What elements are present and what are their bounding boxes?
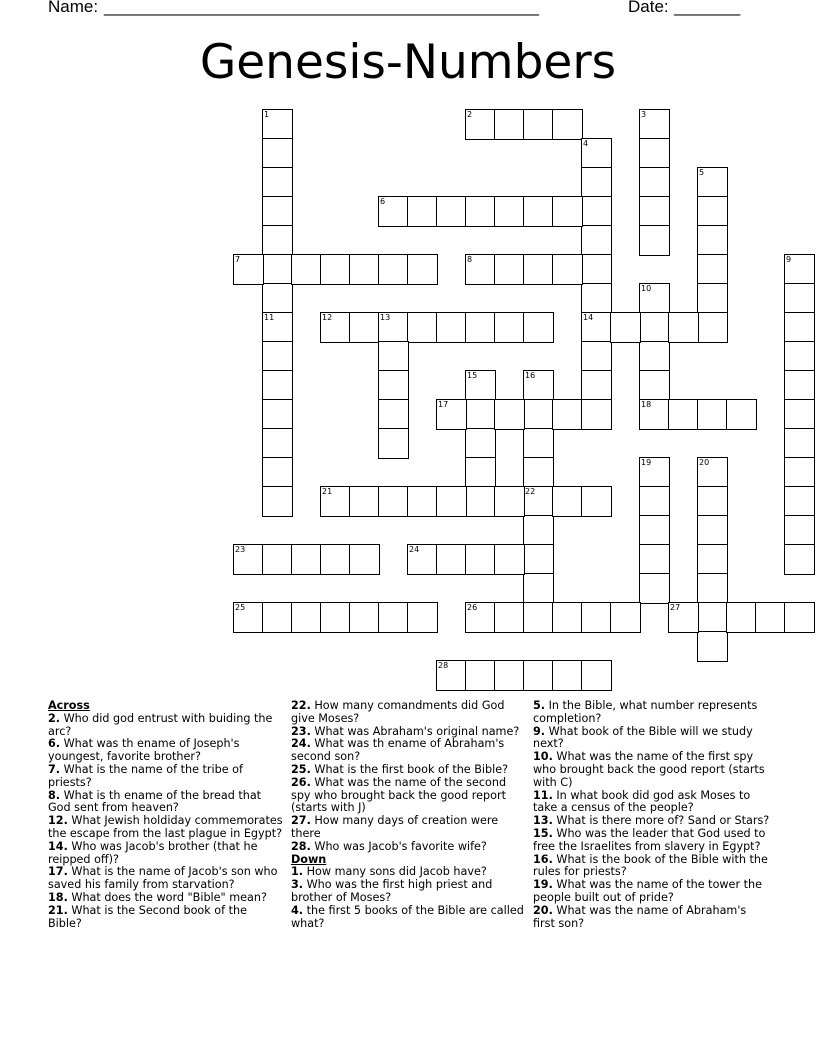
clue-number: 18: [641, 400, 652, 409]
date-label: Date:: [628, 0, 669, 16]
across-clue: 6. What was th ename of Joseph's youngest, favorite brother?: [48, 737, 240, 764]
grid-cell[interactable]: [610, 602, 641, 633]
clue-number: 11: [264, 313, 275, 322]
grid-cell[interactable]: [639, 573, 670, 604]
grid-cell[interactable]: [320, 544, 351, 575]
page-title: Genesis-Numbers: [199, 35, 617, 90]
grid-cell[interactable]: [436, 196, 467, 227]
grid-cell[interactable]: [784, 399, 815, 430]
clue-number: 13: [380, 313, 391, 322]
grid-cell[interactable]: [378, 399, 409, 430]
clue-number: 10: [641, 284, 652, 293]
grid-cell[interactable]: [233, 544, 264, 575]
grid-cell[interactable]: [523, 312, 554, 343]
grid-cell[interactable]: [407, 486, 438, 517]
grid-cell[interactable]: [465, 399, 496, 430]
grid-cell[interactable]: [378, 196, 409, 227]
grid-cell[interactable]: [581, 399, 612, 430]
grid-cell[interactable]: [291, 254, 322, 285]
grid-cell[interactable]: [639, 370, 670, 401]
grid-cell[interactable]: [378, 312, 409, 343]
grid-cell[interactable]: [262, 486, 293, 517]
across-clue: 14. Who was Jacob's brother (that he reipped off)?: [48, 839, 258, 866]
grid-cell[interactable]: [552, 602, 583, 633]
grid-cell[interactable]: [784, 370, 815, 401]
grid-cell[interactable]: [465, 660, 496, 691]
grid-cell[interactable]: [262, 283, 293, 314]
grid-cell[interactable]: [581, 196, 612, 227]
grid-cell[interactable]: [291, 602, 322, 633]
down-clue: 5. In the Bible, what number represents completion?: [533, 699, 758, 725]
grid-cell[interactable]: [320, 486, 351, 517]
grid-cell[interactable]: [668, 399, 699, 430]
down-clue: 9. What book of the Bible will we study next?: [533, 724, 753, 751]
grid-cell[interactable]: [494, 254, 525, 285]
grid-cell[interactable]: [378, 370, 409, 401]
down-clue: 1. How many sons did Jacob have?: [291, 865, 487, 879]
grid-cell[interactable]: [639, 457, 670, 488]
grid-cell[interactable]: [639, 225, 670, 256]
clue-number: 7: [235, 255, 241, 264]
clue-number: 27: [670, 603, 681, 612]
grid-cell[interactable]: [639, 167, 670, 198]
grid-cell[interactable]: [494, 312, 525, 343]
grid-cell[interactable]: [523, 399, 554, 430]
grid-cell[interactable]: [349, 486, 380, 517]
grid-cell[interactable]: [697, 312, 728, 343]
clue-column-2: [291, 700, 527, 930]
grid-cell[interactable]: [784, 544, 815, 575]
grid-cell[interactable]: [262, 109, 293, 140]
grid-cell[interactable]: [523, 457, 554, 488]
grid-cell[interactable]: [465, 428, 496, 459]
clue-number: 8: [467, 255, 473, 264]
clue-number: 26: [467, 603, 478, 612]
grid-cell[interactable]: [262, 399, 293, 430]
grid-cell[interactable]: [552, 486, 583, 517]
grid-cell[interactable]: [697, 631, 728, 662]
grid-cell[interactable]: [639, 399, 670, 430]
grid-cell[interactable]: [639, 109, 670, 140]
grid-cell[interactable]: [523, 196, 554, 227]
clue-number: 19: [641, 458, 652, 467]
grid-cell[interactable]: [262, 312, 293, 343]
grid-cell[interactable]: [523, 109, 554, 140]
grid-cell[interactable]: [697, 167, 728, 198]
grid-cell[interactable]: [465, 254, 496, 285]
clue-number: 16: [525, 371, 536, 380]
across-clue: 2. Who did god entrust with buiding the arc?: [48, 711, 273, 738]
grid-cell[interactable]: [262, 138, 293, 169]
clue-number: 28: [438, 661, 449, 670]
grid-cell[interactable]: [349, 544, 380, 575]
grid-cell[interactable]: [436, 544, 467, 575]
across-clue: 23. What was Abraham's original name?: [291, 724, 520, 738]
grid-cell[interactable]: [784, 254, 815, 285]
grid-cell[interactable]: [523, 254, 554, 285]
grid-cell[interactable]: [494, 196, 525, 227]
grid-cell[interactable]: [697, 544, 728, 575]
grid-cell[interactable]: [639, 486, 670, 517]
grid-cell[interactable]: [552, 109, 583, 140]
grid-cell[interactable]: [581, 312, 612, 343]
grid-cell[interactable]: [407, 312, 438, 343]
grid-cell[interactable]: [581, 283, 612, 314]
clue-number: 23: [235, 545, 246, 554]
grid-cell[interactable]: [668, 312, 699, 343]
grid-cell[interactable]: [581, 660, 612, 691]
grid-cell[interactable]: [349, 312, 380, 343]
clue-number: 25: [235, 603, 246, 612]
grid-cell[interactable]: [494, 602, 525, 633]
grid-cell[interactable]: [349, 254, 380, 285]
grid-cell[interactable]: [697, 457, 728, 488]
name-label: Name:: [48, 0, 99, 16]
clue-number: 4: [583, 139, 589, 148]
grid-cell[interactable]: [523, 428, 554, 459]
grid-cell[interactable]: [581, 254, 612, 285]
grid-cell[interactable]: [552, 399, 583, 430]
grid-cell[interactable]: [465, 457, 496, 488]
down-heading: Down: [291, 852, 327, 866]
clue-number: 2: [467, 110, 473, 119]
grid-cell[interactable]: [320, 254, 351, 285]
grid-cell[interactable]: [465, 312, 496, 343]
grid-cell[interactable]: [378, 254, 409, 285]
grid-cell[interactable]: [552, 254, 583, 285]
grid-cell[interactable]: [523, 486, 554, 517]
grid-cell[interactable]: [639, 283, 670, 314]
grid-cell[interactable]: [523, 544, 554, 575]
clue-number: 17: [438, 400, 449, 409]
grid-cell[interactable]: [784, 486, 815, 517]
grid-cell[interactable]: [523, 515, 554, 546]
grid-cell[interactable]: [697, 254, 728, 285]
across-clue: 21. What is the Second book of the Bible?: [48, 903, 247, 930]
grid-cell[interactable]: [639, 312, 670, 343]
grid-cell[interactable]: [262, 254, 293, 285]
down-clue: 19. What was the name of the tower the people built out of pride?: [533, 878, 762, 904]
grid-cell[interactable]: [697, 225, 728, 256]
grid-cell[interactable]: [668, 602, 699, 633]
clue-number: 22: [525, 487, 536, 496]
grid-cell[interactable]: [639, 544, 670, 575]
grid-cell[interactable]: [436, 660, 467, 691]
grid-cell[interactable]: [523, 660, 554, 691]
grid-cell[interactable]: [407, 602, 438, 633]
down-clue: 3. Who was the first high priest and brother of Moses?: [291, 878, 493, 904]
grid-cell[interactable]: [552, 660, 583, 691]
across-clue: 27. How many days of creation were there: [291, 814, 499, 840]
across-clue: 17. What is the name of Jacob's son who saved his family from starvation?: [48, 865, 278, 892]
grid-cell[interactable]: [581, 370, 612, 401]
clue-column-1: [48, 700, 284, 930]
grid-cell[interactable]: [465, 544, 496, 575]
grid-cell[interactable]: [349, 602, 380, 633]
grid-cell[interactable]: [465, 109, 496, 140]
grid-cell[interactable]: [581, 138, 612, 169]
name-field[interactable]: ______________________________________________: [104, 0, 539, 16]
grid-cell[interactable]: [581, 225, 612, 256]
grid-cell[interactable]: [320, 312, 351, 343]
grid-cell[interactable]: [262, 167, 293, 198]
grid-cell[interactable]: [610, 312, 641, 343]
across-clue: 22. How many comandments did God give Moses?: [291, 699, 505, 725]
across-clue: 28. Who was Jacob's favorite wife?: [291, 839, 487, 853]
grid-cell[interactable]: [233, 602, 264, 633]
clue-number: 20: [699, 458, 710, 467]
clue-number: 12: [322, 313, 333, 322]
grid-cell[interactable]: [639, 341, 670, 372]
grid-cell[interactable]: [784, 457, 815, 488]
down-clue: 10. What was the name of the first spy who brought back the good report (starts with C): [533, 750, 765, 789]
grid-cell[interactable]: [262, 225, 293, 256]
across-heading: Across: [48, 699, 90, 712]
grid-cell[interactable]: [639, 515, 670, 546]
grid-cell[interactable]: [407, 196, 438, 227]
grid-cell[interactable]: [697, 486, 728, 517]
grid-cell[interactable]: [697, 196, 728, 227]
grid-cell[interactable]: [784, 312, 815, 343]
grid-cell[interactable]: [262, 602, 293, 633]
grid-cell[interactable]: [465, 196, 496, 227]
grid-cell[interactable]: [784, 515, 815, 546]
clue-number: 9: [786, 255, 792, 264]
grid-cell[interactable]: [494, 486, 525, 517]
grid-cell[interactable]: [494, 660, 525, 691]
across-clue: 24. What was th ename of Abraham's second son?: [291, 737, 505, 764]
grid-cell[interactable]: [726, 602, 757, 633]
down-clue: 20. What was the name of Abraham's first son?: [533, 903, 747, 930]
grid-cell[interactable]: [378, 341, 409, 372]
grid-cell[interactable]: [233, 254, 264, 285]
down-clue: 13. What is there more of? Sand or Stars?: [533, 814, 770, 828]
grid-cell[interactable]: [726, 399, 757, 430]
grid-cell[interactable]: [436, 486, 467, 517]
grid-cell[interactable]: [291, 544, 322, 575]
grid-cell[interactable]: [262, 370, 293, 401]
across-clue: 7. What is the name of the tribe of priests?: [48, 762, 243, 789]
clue-column-3: [533, 700, 771, 930]
down-clue: 15. Who was the leader that God used to free the Israelites from slavery in Egypt?: [533, 826, 766, 853]
grid-cell[interactable]: [465, 602, 496, 633]
clue-number: 5: [699, 168, 705, 177]
grid-cell[interactable]: [378, 428, 409, 459]
grid-cell[interactable]: [784, 428, 815, 459]
grid-cell[interactable]: [697, 283, 728, 314]
clue-number: 3: [641, 110, 647, 119]
grid-cell[interactable]: [436, 312, 467, 343]
grid-cell[interactable]: [639, 196, 670, 227]
grid-cell[interactable]: [494, 399, 525, 430]
across-clue: 26. What was the name of the second spy who brought back the good report (starts with J): [291, 775, 507, 815]
grid-cell[interactable]: [697, 573, 728, 604]
grid-cell[interactable]: [552, 196, 583, 227]
grid-cell[interactable]: [523, 370, 554, 401]
grid-cell[interactable]: [494, 544, 525, 575]
grid-cell[interactable]: [581, 602, 612, 633]
grid-cell[interactable]: [755, 602, 786, 633]
grid-cell[interactable]: [262, 457, 293, 488]
grid-cell[interactable]: [581, 167, 612, 198]
grid-cell[interactable]: [697, 399, 728, 430]
grid-cell[interactable]: [784, 341, 815, 372]
clue-number: 6: [380, 197, 386, 206]
across-clue: 12. What Jewish holdiday commemorates the escape from the last plague in Egypt?: [48, 814, 283, 840]
grid-cell[interactable]: [320, 602, 351, 633]
grid-cell[interactable]: [378, 486, 409, 517]
grid-cell[interactable]: [465, 486, 496, 517]
grid-cell[interactable]: [784, 283, 815, 314]
down-clue: 16. What is the book of the Bible with the rules for priests?: [533, 852, 768, 879]
across-clue: 25. What is the first book of the Bible?: [291, 762, 509, 776]
grid-cell[interactable]: [262, 428, 293, 459]
clue-number: 14: [583, 313, 594, 322]
across-clue: 18. What does the word "Bible" mean?: [48, 890, 267, 904]
grid-cell[interactable]: [262, 341, 293, 372]
clue-number: 1: [264, 110, 270, 119]
clue-number: 21: [322, 487, 333, 496]
grid-cell[interactable]: [581, 486, 612, 517]
grid-cell[interactable]: [494, 109, 525, 140]
clue-number: 24: [409, 545, 420, 554]
grid-cell[interactable]: [465, 370, 496, 401]
grid-cell[interactable]: [262, 544, 293, 575]
grid-cell[interactable]: [639, 138, 670, 169]
grid-cell[interactable]: [697, 602, 728, 633]
grid-cell[interactable]: [407, 544, 438, 575]
grid-cell[interactable]: [784, 602, 815, 633]
grid-cell[interactable]: [697, 515, 728, 546]
down-clue: 11. In what book did god ask Moses to take a census of the people?: [533, 788, 751, 815]
grid-cell[interactable]: [523, 573, 554, 604]
clue-number: 15: [467, 371, 478, 380]
grid-cell[interactable]: [262, 196, 293, 227]
date-field[interactable]: _______: [674, 0, 741, 16]
across-clue: 8. What is th ename of the bread that God sent from heaven?: [48, 788, 262, 815]
grid-cell[interactable]: [523, 602, 554, 633]
grid-cell[interactable]: [407, 254, 438, 285]
grid-cell[interactable]: [581, 341, 612, 372]
down-clue: 4. the first 5 books of the Bible are called what?: [291, 903, 524, 930]
grid-cell[interactable]: [378, 602, 409, 633]
grid-cell[interactable]: [436, 399, 467, 430]
